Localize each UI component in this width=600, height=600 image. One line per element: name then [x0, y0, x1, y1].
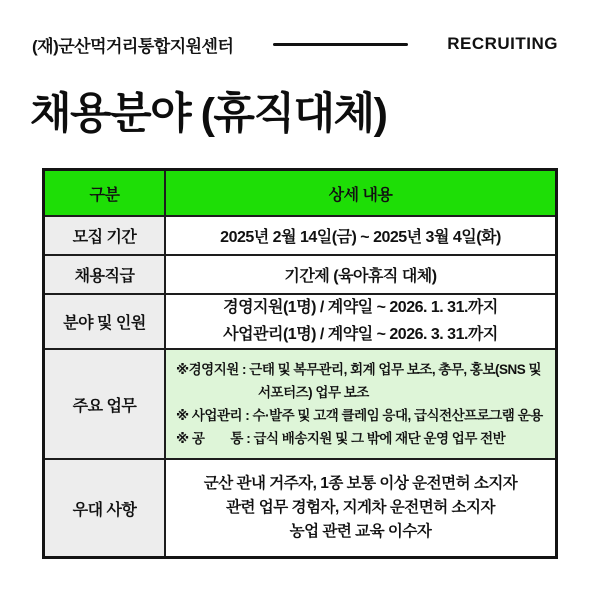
- row-label: 모집 기간: [45, 217, 166, 254]
- header-cell-detail: 상세 내용: [166, 171, 555, 215]
- value-line: 경영지원(1명) / 계약일 ~ 2026. 1. 31.까지: [223, 299, 498, 317]
- value-line: 관련 업무 경험자, 지게차 운전면허 소지자: [226, 498, 495, 516]
- table-header-row: [45, 171, 555, 215]
- row-label: 우대 사항: [45, 460, 166, 556]
- topbar: [32, 33, 558, 55]
- value-line: 2025년 2월 14일(금) ~ 2025년 3월 4일(화): [220, 229, 501, 246]
- row-label: 주요 업무: [45, 350, 166, 458]
- row-value: [166, 350, 555, 458]
- divider-line: [273, 43, 408, 46]
- value-line: 사업관리(1명) / 계약일 ~ 2026. 3. 31.까지: [223, 325, 498, 343]
- header-cell-category: 구분: [45, 171, 166, 215]
- row-value: [166, 217, 555, 254]
- table-row-position: [45, 254, 555, 293]
- row-label: 채용직급: [45, 256, 166, 293]
- page-title: 채용분야 (휴직대체): [30, 90, 387, 138]
- value-line: ※ 공 통 : 급식 배송지원 및 그 밖에 재단 운영 업무 전반: [176, 431, 506, 447]
- row-value: [166, 256, 555, 293]
- recruit-table: [42, 168, 558, 559]
- value-line: 기간제 (육아휴직 대체): [284, 268, 437, 285]
- value-line: ※경영지원 : 근태 및 복무관리, 회계 업무 보조, 총무, 홍보(SNS 및 서포터즈) 업무 보조: [176, 361, 542, 400]
- table-row-period: [45, 215, 555, 254]
- row-label: 분야 및 인원: [45, 295, 166, 348]
- brand-text: (재)군산먹거리통합지원센터: [32, 36, 234, 56]
- table-row-preferred: [45, 458, 555, 556]
- table-row-field-headcount: [45, 293, 555, 348]
- value-line: 농업 관련 교육 이수자: [289, 523, 432, 540]
- row-value: [166, 460, 555, 556]
- value-line: ※ 사업관리 : 수·발주 및 고객 클레임 응대, 급식전산프로그램 운용: [176, 408, 543, 423]
- row-value: [166, 295, 555, 348]
- table-row-main-duties: [45, 348, 555, 458]
- value-line: 군산 관내 거주자, 1종 보통 이상 운전면허 소지자: [203, 474, 518, 492]
- recruiting-label: RECRUITING: [447, 34, 558, 53]
